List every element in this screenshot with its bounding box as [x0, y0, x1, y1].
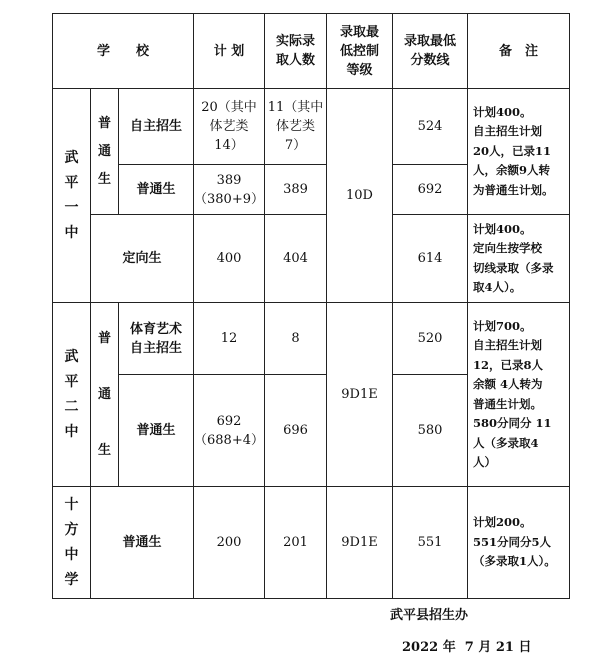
issuer-name: 武平县招生办: [390, 608, 469, 623]
score-cell: 692: [392, 165, 467, 215]
issue-date: 2022 年 7 月 21 日: [402, 640, 532, 655]
school-shifang: 十 方 中 学: [53, 487, 91, 599]
score-cell: 551: [392, 487, 467, 599]
score-cell: 524: [392, 89, 467, 165]
actual-cell: 11（其中 体艺类 7）: [264, 89, 326, 165]
group-putong: 普 通 生: [91, 303, 119, 487]
remark-cell: 计划400。 定向生按学校 切线录取（多录 取4人）。: [467, 215, 569, 303]
actual-cell: 8: [264, 303, 326, 375]
group-putong: 普 通 生: [91, 89, 119, 215]
actual-cell: 404: [264, 215, 326, 303]
remark-cell: 计划400。 自主招生计划 20人，已录11 人，余额9人转 为普通生计划。: [467, 89, 569, 215]
actual-cell: 201: [264, 487, 326, 599]
score-cell: 520: [392, 303, 467, 375]
remark-cell: 计划200。 551分同分5人 （多录取1人）。: [467, 487, 569, 599]
plan-cell: 20（其中 体艺类 14）: [194, 89, 265, 165]
plan-cell: 200: [194, 487, 265, 599]
plan-cell: 389 （380+9）: [194, 165, 265, 215]
admission-table-container: [52, 13, 570, 599]
level-cell: 9D1E: [326, 303, 392, 487]
table-row: [53, 303, 570, 375]
score-cell: 614: [392, 215, 467, 303]
school-wuping-2: 武 平 二 中: [53, 303, 91, 487]
plan-cell: 400: [194, 215, 265, 303]
type-cell: 普通生: [91, 487, 194, 599]
level-cell: 10D: [326, 89, 392, 303]
admission-table: [52, 13, 570, 599]
table-row: [53, 487, 570, 599]
header-actual: 实际录 取人数: [264, 14, 326, 89]
remark-cell: 计划700。 自主招生计划 12，已录8人 余额 4人转为 普通生计划。 580分同分 11 人（多录取4 人）: [467, 303, 569, 487]
header-min-score: 录取最低 分数线: [392, 14, 467, 89]
type-cell: 自主招生: [119, 89, 194, 165]
type-cell: 体育艺术 自主招生: [119, 303, 194, 375]
header-plan: 计 划: [194, 14, 265, 89]
score-cell: 580: [392, 375, 467, 487]
header-row: [53, 14, 570, 89]
table-row: [53, 215, 570, 303]
plan-cell: 692 （688+4）: [194, 375, 265, 487]
type-cell: 普通生: [119, 165, 194, 215]
type-cell: 普通生: [119, 375, 194, 487]
plan-cell: 12: [194, 303, 265, 375]
actual-cell: 696: [264, 375, 326, 487]
level-cell: 9D1E: [326, 487, 392, 599]
header-min-level: 录取最 低控制 等级: [326, 14, 392, 89]
type-cell: 定向生: [91, 215, 194, 303]
header-remark: 备 注: [467, 14, 569, 89]
actual-cell: 389: [264, 165, 326, 215]
school-wuping-1: 武 平 一 中: [53, 89, 91, 303]
table-row: [53, 89, 570, 165]
header-school: 学 校: [53, 14, 194, 89]
